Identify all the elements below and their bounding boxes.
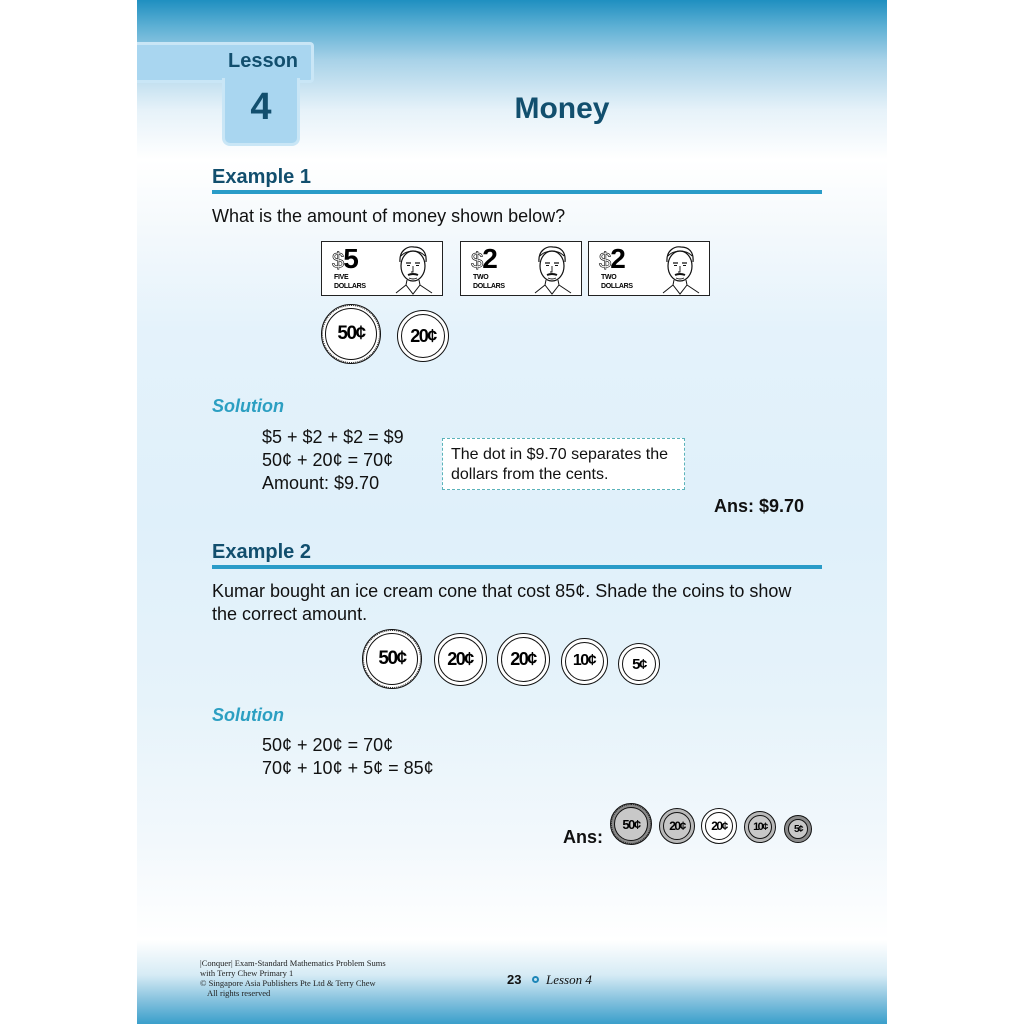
dollar-sign: $ (471, 248, 483, 273)
portrait-icon (653, 244, 705, 295)
lesson-number: 4 (250, 86, 272, 128)
footer-line: with Terry Chew Primary 1 (200, 968, 294, 978)
coin-10c[interactable] (561, 638, 608, 685)
banknote-5-dollars (321, 241, 443, 296)
banknote-word: DOLLARS (473, 283, 505, 290)
coin-5c-shaded (784, 815, 812, 843)
coin-face (438, 637, 483, 682)
banknote-value (332, 243, 358, 275)
question-line: Kumar bought an ice cream cone that cost 85¢. Shade the coins to show (212, 581, 792, 601)
banknote-2-dollars (460, 241, 582, 296)
coin-label: 20¢ (669, 819, 685, 833)
banknote-words (473, 273, 505, 291)
portrait-icon (386, 244, 438, 295)
coin-label: 10¢ (572, 652, 596, 669)
solution-step: 70¢ + 10¢ + 5¢ = 85¢ (262, 758, 434, 778)
example-2-solution-label: Solution (212, 705, 284, 725)
banknote-word: TWO (601, 274, 617, 281)
footer-line: © Singapore Asia Publishers Pte Ltd & Terry Chew (200, 978, 376, 988)
example-2-solution-steps (262, 734, 434, 780)
coin-20c (701, 808, 737, 844)
coin-label: 20¢ (410, 325, 436, 346)
coin-label: 20¢ (447, 648, 473, 669)
example-1-solution-steps (262, 426, 404, 495)
question-line: the correct amount. (212, 604, 368, 624)
solution-step: 50¢ + 20¢ = 70¢ (262, 735, 394, 755)
textbook-page (137, 0, 887, 1024)
coin-face (614, 807, 648, 841)
lesson-tab (137, 40, 317, 146)
example-1-question: What is the amount of money shown below? (212, 206, 566, 226)
ring-bullet-icon (532, 976, 539, 983)
coin-20c-shaded (659, 808, 695, 844)
coin-face (788, 819, 808, 839)
coin-face (705, 812, 733, 840)
example-1-solution-label: Solution (212, 396, 284, 416)
banknote-portrait (386, 244, 438, 295)
footer-line: |Conquer| Exam-Standard Mathematics Problem Sums (200, 958, 386, 968)
footer-line: All rights reserved (207, 988, 271, 998)
coin-label: 10¢ (753, 821, 767, 833)
banknote-words (334, 273, 366, 291)
note-box (442, 438, 685, 490)
coin-10c-shaded (744, 811, 776, 843)
solution-step: Amount: $9.70 (262, 473, 380, 493)
banknote-2-dollars (588, 241, 710, 296)
coin-label: 50¢ (622, 816, 640, 832)
coin-label: 50¢ (378, 648, 406, 669)
dollar-sign: $ (332, 248, 344, 273)
example-2-question (212, 580, 822, 626)
coin-face (748, 815, 772, 839)
dollar-sign: $ (599, 248, 611, 273)
banknote-amount: 2 (482, 243, 497, 274)
page-number: 23 (507, 972, 522, 987)
solution-step: $5 + $2 + $2 = $9 (262, 427, 404, 447)
coin-20c[interactable] (497, 633, 550, 686)
banknote-word: FIVE (334, 274, 349, 281)
banknote-word: DOLLARS (601, 283, 633, 290)
note-line: The dot in $9.70 separates the (451, 446, 669, 463)
footer-lesson-label: Lesson 4 (546, 972, 592, 987)
coin-face (401, 314, 445, 358)
coin-label: 20¢ (711, 819, 727, 833)
coin-label: 5¢ (793, 823, 803, 835)
coin-label: 20¢ (510, 648, 536, 669)
note-line: dollars from the cents. (451, 466, 609, 483)
coin-label: 5¢ (632, 655, 646, 673)
banknote-amount: 2 (610, 243, 625, 274)
coin-label: 50¢ (337, 323, 365, 344)
coin-20c (397, 310, 449, 362)
banknote-portrait (525, 244, 577, 295)
coin-5c[interactable] (618, 643, 660, 685)
coin-face (501, 637, 546, 682)
coin-50c (321, 304, 381, 364)
coin-face (325, 308, 377, 360)
lesson-word: Lesson (227, 50, 299, 72)
banknote-word: DOLLARS (334, 283, 366, 290)
coin-20c[interactable] (434, 633, 487, 686)
coin-50c-shaded (610, 803, 652, 845)
example-2-answer-label: Ans: (563, 827, 603, 847)
coin-face (622, 647, 656, 681)
banknote-words (601, 273, 633, 291)
coin-face (565, 642, 604, 681)
portrait-icon (525, 244, 577, 295)
banknote-word: TWO (473, 274, 489, 281)
example-1-heading: Example 1 (212, 166, 822, 194)
banknote-portrait (653, 244, 705, 295)
coin-50c[interactable] (362, 629, 422, 689)
example-1-answer: Ans: $9.70 (714, 496, 805, 516)
banknote-value (599, 243, 625, 275)
example-2-heading: Example 2 (212, 541, 822, 569)
footer-book-info (200, 958, 386, 998)
banknote-amount: 5 (343, 243, 358, 274)
coin-face (366, 633, 418, 685)
page-title: Money (514, 92, 610, 125)
solution-step: 50¢ + 20¢ = 70¢ (262, 450, 394, 470)
coin-face (663, 812, 691, 840)
banknote-value (471, 243, 497, 275)
